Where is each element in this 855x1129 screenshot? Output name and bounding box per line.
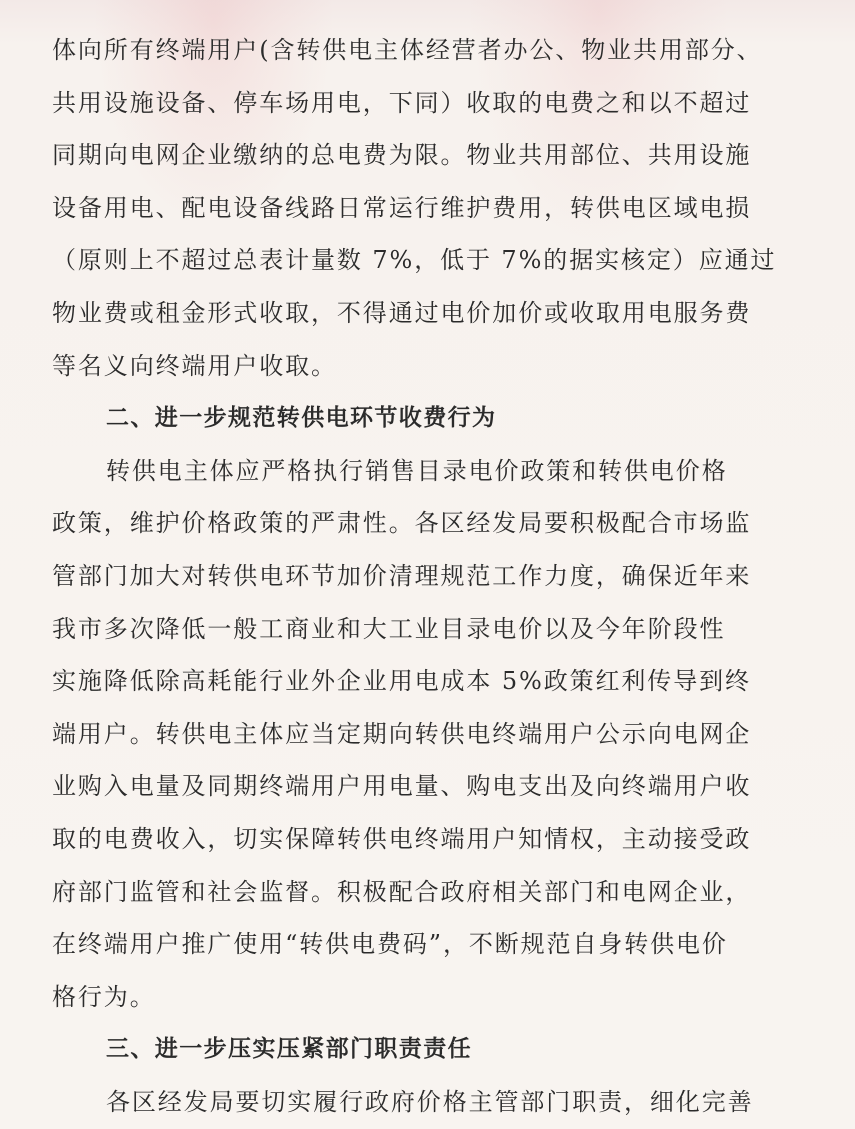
- body-text-line: 转供电主体应严格执行销售目录电价政策和转供电价格: [106, 456, 728, 485]
- body-text-line: 管部门加大对转供电环节加价清理规范工作力度，确保近年来: [52, 562, 752, 590]
- body-text-line: 共用设施设备、停车场用电，下同）收取的电费之和以不超过: [52, 88, 752, 117]
- section-heading-3: 三、进一步压实压紧部门职责责任: [106, 1036, 472, 1063]
- body-text-line: （原则上不超过总表计量数 7%，低于 7%的据实核定）应通过: [52, 246, 777, 275]
- body-text-line: 同期向电网企业缴纳的总电费为限。物业共用部位、共用设施: [52, 141, 752, 170]
- body-text-line: 物业费或租金形式收取，不得通过电价加价或收取用电服务费: [52, 299, 752, 327]
- body-text-line: 政策，维护价格政策的严肃性。各区经发局要积极配合市场监: [52, 509, 752, 538]
- body-text-line: 体向所有终端用户(含转供电主体经营者办公、物业共用部分、: [52, 36, 763, 64]
- body-text-line: 设备用电、配电设备线路日常运行维护费用，转供电区域电损: [52, 193, 752, 222]
- body-text-line: 业购入电量及同期终端用户用电量、购电支出及向终端用户收: [52, 772, 752, 801]
- body-text-line: 端用户。转供电主体应当定期向转供电终端用户公示向电网企: [52, 719, 752, 748]
- body-text-line: 实施降低除高耗能行业外企业用电成本 5%政策红利传导到终: [52, 667, 751, 696]
- body-text-line: 各区经发局要切实履行政府价格主管部门职责，细化完善: [106, 1088, 754, 1116]
- body-text-line: 我市多次降低一般工商业和大工业目录电价以及今年阶段性: [52, 614, 726, 643]
- body-text-line: 府部门监管和社会监督。积极配合政府相关部门和电网企业，: [52, 877, 752, 906]
- section-heading-2: 二、进一步规范转供电环节收费行为: [106, 405, 497, 432]
- body-text-line: 等名义向终端用户收取。: [52, 351, 337, 380]
- body-text-line: 在终端用户推广使用“转供电费码”，不断规范自身转供电价: [52, 930, 728, 959]
- body-text-line: 取的电费收入，切实保障转供电终端用户知情权，主动接受政: [52, 825, 752, 853]
- body-text-line: 格行为。: [52, 982, 156, 1011]
